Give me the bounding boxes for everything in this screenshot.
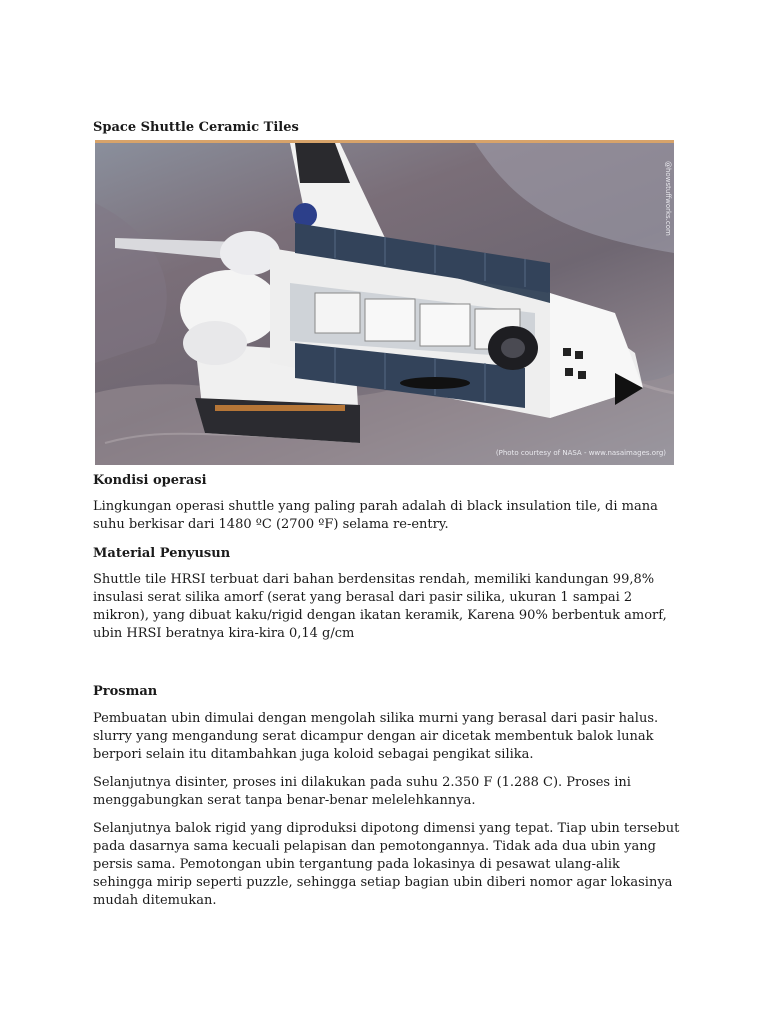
section-heading: Kondisi operasi — [93, 473, 207, 488]
photo-credit-side: @howstuffworks.com — [664, 161, 672, 236]
section-paragraph: Lingkungan operasi shuttle yang paling parah adalah di black insulation tile, di mana suhu berkisar dari 1480 ºC (2700 ºF) selama re-entry. — [93, 499, 658, 532]
section-kondisi-operasi — [93, 473, 683, 534]
section-heading: Material Penyusun — [93, 546, 231, 561]
photo-credit: (Photo courtesy of NASA - www.nasaimages.org) — [495, 449, 666, 457]
section-paragraph: Selanjutnya balok rigid yang diproduksi dipotong dimensi yang tepat. Tiap ubin tersebut pada dasarnya sama kecuali pelapisan dan pemotongannya. Tidak ada dua ubin yang persis sama. Pemotongan ubin tergantung pada lokasinya di pesawat ulang-alik sehingga mirip seperti puzzle, sehingga setiap bagian ubin diberi nomor agar lokasinya mudah ditemukan. — [93, 821, 680, 908]
section-paragraph: Selanjutnya disinter, proses ini dilakukan pada suhu 2.350 F (1.288 C). Proses ini menggabungkan serat tanpa benar-benar melelehkannya. — [93, 775, 631, 808]
shuttle-illustration — [95, 143, 674, 465]
section-heading: Prosman — [93, 684, 158, 699]
section-paragraph: Pembuatan ubin dimulai dengan mengolah silika murni yang berasal dari pasir halus. slurry yang mengandung serat dicampur dengan air dicetak membentuk balok lunak berpori selain itu ditambahkan juga koloid sebagai pengikat silika. — [93, 711, 659, 762]
document-title: Space Shuttle Ceramic Tiles — [93, 120, 299, 135]
shuttle-photo — [95, 140, 674, 465]
section-paragraph: Shuttle tile HRSI terbuat dari bahan berdensitas rendah, memiliki kandungan 99,8% insulasi serat silika amorf (serat yang berasal dari pasir silika, ukuran 1 sampai 2 mikron), yang dibuat kaku/rigid dengan ikatan keramik, Karena 90% berbentuk amorf, ubin HRSI beratnya kira-kira 0,14 g/cm — [93, 572, 667, 641]
section-material-penyusun — [93, 546, 683, 643]
section-prosman — [93, 684, 683, 910]
